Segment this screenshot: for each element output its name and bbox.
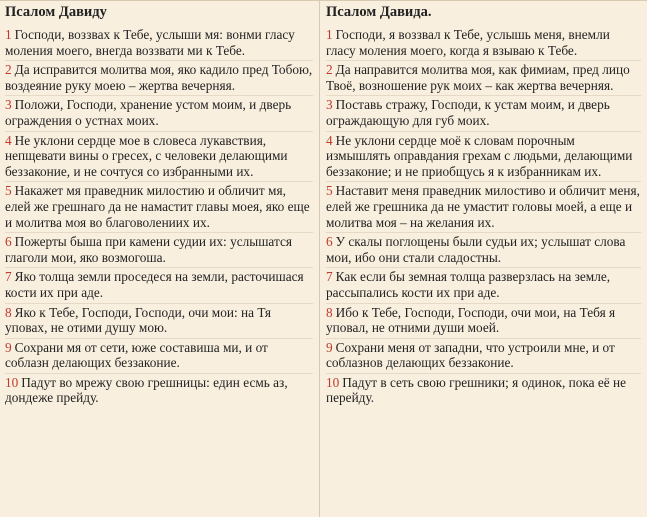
left-column-title: Псалом Давиду [5,4,107,20]
verse-right-6 [326,233,641,268]
verse-text: У скалы поглощены были судьи их; услышат слова мои, ибо они стали сладостны. [326,234,626,265]
verse-left-9 [5,339,313,374]
verse-number: 9 [326,339,333,355]
verse-text: Как если бы земная толща разверзлась на земле, рассыпались кости их при аде. [326,269,611,300]
verse-number: 2 [5,62,12,78]
verse-text: Падут в сеть свою грешники; я одинок, пока её не перейду. [326,374,627,406]
verse-number: 8 [5,304,12,320]
verse-number: 7 [326,269,333,285]
verse-text: Поставь стражу, Господи, к устам моим, и дверь ограждающую для губ моих. [326,97,610,128]
verse-left-4 [5,132,313,183]
verse-left-2 [5,61,313,96]
verse-right-1 [326,26,641,61]
right-column-title: Псалом Давида. [326,4,432,20]
verse-text: Да направится молитва моя, как фимиам, пред лицо Твоё, возношение рук моих – как жертва вечерняя. [326,62,630,93]
verse-right-4 [326,132,641,183]
verse-left-3 [5,96,313,131]
right-verse-list [326,26,641,408]
verse-number: 7 [5,269,12,285]
verse-right-7 [326,268,641,303]
verse-text: Не уклони сердце мое в словеса лукавствия, непщевати вины о гресех, с человеки делающими беззаконие, и не сочтуся со избранными их. [5,132,288,179]
verse-right-5 [326,182,641,233]
verse-text: Пожерты быша при камени судии их: услышатся глаголи мои, яко возмогоша. [5,234,292,265]
verse-left-6 [5,233,313,268]
verse-number: 6 [5,234,12,250]
verse-number: 6 [326,234,333,250]
verse-text: Падут во мрежу свою грешницы: един есмь аз, дондеже прейду. [5,374,288,406]
verse-text: Ибо к Тебе, Господи, Господи, очи мои, на Тебя я уповал, не отними души моей. [326,304,616,336]
verse-right-2 [326,61,641,96]
verse-text: Господи, я воззвал к Тебе, услышь меня, внемли гласу моления моего, когда я взываю к Тебе. [326,27,610,58]
verse-right-8 [326,304,641,339]
verse-text: Сохрани меня от западни, что устроили мне, и от соблазнов делающих беззаконие. [326,339,615,371]
verse-right-9 [326,339,641,374]
verse-left-1 [5,26,313,61]
verse-number: 9 [5,339,12,355]
verse-text: Сохрани мя от сети, юже составиша ми, и от соблазн делающих беззаконие. [5,339,268,371]
verse-number: 3 [326,97,333,113]
church-slavonic-column [0,1,320,517]
verse-left-7 [5,268,313,303]
russian-translation-column [320,1,647,517]
verse-left-10 [5,374,313,408]
verse-number: 3 [5,97,12,113]
verse-text: Наставит меня праведник милостиво и обличит меня, елей же грешника да не умастит головы моей, а еще и молитва моя – на желания их. [326,183,640,230]
verse-number: 4 [326,132,333,148]
verse-number: 5 [5,183,12,199]
verse-number: 2 [326,62,333,78]
verse-number: 4 [5,132,12,148]
verse-text: Накажет мя праведник милостию и обличит мя, елей же грешнаго да не намастит главы моея, яко еще и молитва моя во благоволениих их. [5,183,310,230]
verse-text: Господи, воззвах к Тебе, услыши мя: вонми гласу моления моего, внегда воззвати ми к Тебе. [5,27,295,58]
verse-number: 1 [326,27,333,42]
verse-number: 8 [326,304,333,320]
verse-text: Яко к Тебе, Господи, Господи, очи мои: на Тя уповах, не отими душу мою. [5,304,272,336]
verse-number: 5 [326,183,333,199]
verse-left-8 [5,304,313,339]
verse-text: Яко толща земли проседеся на земли, расточишася кости их при аде. [5,269,304,300]
verse-right-10 [326,374,641,408]
left-verse-list [5,26,313,408]
verse-number: 1 [5,27,12,42]
verse-text: Не уклони сердце моё к словам порочным измышлять оправдания грехам с людьми, делающими беззаконие; и не приобщусь я к избранникам их. [326,132,633,179]
verse-left-5 [5,182,313,233]
verse-number: 10 [326,374,340,390]
verse-text: Да исправится молитва моя, яко кадило пред Тобою, воздеяние руку моею – жертва вечерняя. [5,62,313,93]
verse-number: 10 [5,374,19,390]
verse-right-3 [326,96,641,131]
verse-text: Положи, Господи, хранение устом моим, и дверь ограждения о устнах моих. [5,97,292,128]
